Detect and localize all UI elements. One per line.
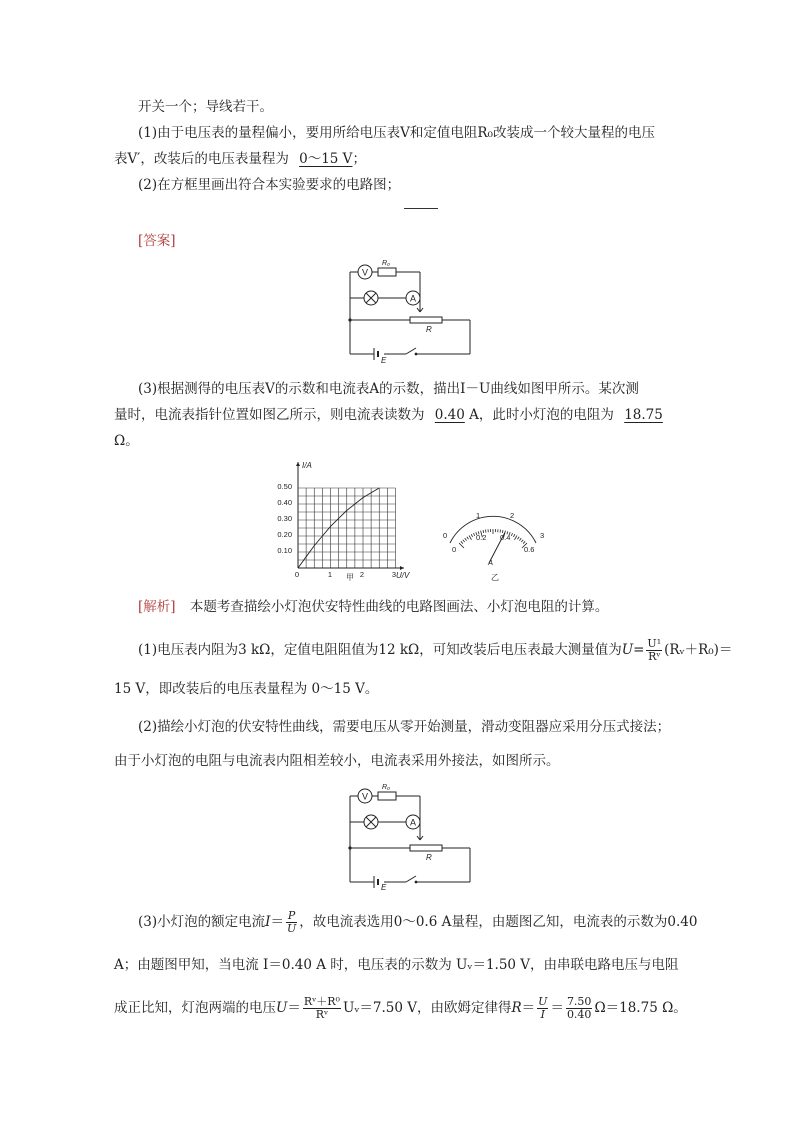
p3-frac4-den: 0.40 <box>566 1008 592 1021</box>
q1-line2-post: ； <box>352 151 366 167</box>
inner-scale-label: 0 <box>452 545 457 554</box>
circuit-diagram-answer <box>340 258 480 365</box>
p3-frac-num: P <box>287 909 296 922</box>
analysis-header <box>138 598 608 616</box>
graph-xlabel: U/V <box>396 571 410 580</box>
dial-tick <box>463 540 465 542</box>
answer-blank-line <box>404 208 438 209</box>
p3-eq: ＝ <box>270 914 284 930</box>
outer-scale-label: 1 <box>476 511 481 520</box>
q3-line2 <box>114 406 663 424</box>
dial-tick <box>469 535 472 539</box>
dial-tick <box>461 541 463 543</box>
q3-line2-pre: 量时，电流表指针位置如图乙所示，则电流表读数为 <box>114 407 425 423</box>
ammeter-label: A <box>409 293 417 304</box>
rheostat-label: R <box>426 325 432 334</box>
analysis-p1-line1 <box>138 638 732 663</box>
analysis-intro: 本题考查描绘小灯泡伏安特性曲线的电路图画法、小灯泡电阻的计算。 <box>189 599 609 615</box>
p3-eq4: ＝ <box>550 1000 564 1016</box>
q1-line2-pre: 表V′，改装后的电压表量程为 <box>114 151 289 167</box>
x-tick-label: 0 <box>294 570 300 579</box>
x-tick-label: 3 <box>391 570 397 579</box>
ammeter-label: A <box>409 817 417 828</box>
p3-eq3: ＝ <box>521 1000 536 1016</box>
y-tick-label: 0.50 <box>277 482 292 491</box>
p3-fraction3 <box>537 996 548 1021</box>
p3-frac4-num: 7.50 <box>566 995 592 1008</box>
dial-tick <box>511 533 512 536</box>
p3-frac3-den: I <box>540 1008 545 1021</box>
p1-frac-num: U¹ <box>647 637 662 650</box>
q3-resistance-answer: 18.75 <box>624 407 663 423</box>
outer-scale-label: 0 <box>443 531 448 540</box>
p1-frac-den: Rᵛ <box>648 650 661 663</box>
y-tick-label: 0.20 <box>277 530 292 539</box>
analysis-p3-line3 <box>114 996 687 1021</box>
q3-line3: Ω。 <box>114 433 139 449</box>
inner-scale-label: 0.6 <box>524 545 535 554</box>
voltmeter-label: V <box>361 791 369 802</box>
analysis-p1-line2: 15 V，即改装后的电压表量程为 0～15 V。 <box>114 681 379 697</box>
p3-fraction2 <box>303 996 341 1021</box>
p3-mid: Uᵥ＝7.50 V，由欧姆定律得 <box>342 1000 512 1016</box>
graph-caption: 甲 <box>346 573 354 582</box>
r0-label: R₀ <box>382 784 391 791</box>
analysis-p3-line2: A；由题图甲知，当电流 I＝0.40 A 时，电压表的示数为 Uᵥ＝1.50 V，由串联电路电压与电阻 <box>114 957 679 973</box>
circuit-diagram-analysis <box>340 782 480 890</box>
dial-tick <box>523 541 525 543</box>
battery-label: E <box>381 883 387 892</box>
dial-tick <box>515 535 518 539</box>
answer-tag: [答案] <box>138 233 176 249</box>
q1-answer: 0～15 V <box>299 151 353 167</box>
p1-eq: = <box>633 642 645 658</box>
q3-line2-mid: A，此时小灯泡的电阻为 <box>469 407 614 423</box>
p3-frac2-den: Rᵛ <box>315 1008 329 1021</box>
dial-tick <box>467 537 469 540</box>
p3-post: ，故电流表选用0～0.6 A量程，由题图乙知，电流表的示数为0.40 <box>299 914 698 930</box>
needle-mark: A <box>488 558 494 567</box>
iu-graph <box>268 458 418 580</box>
dial-tick <box>519 538 521 540</box>
q2-text: (2)在方框里画出符合本实验要求的电路图； <box>138 177 401 193</box>
p3-line3-pre: 成正比知，灯泡两端的电压 <box>114 1000 276 1016</box>
dial-tick <box>473 533 474 536</box>
outer-scale-label: 2 <box>510 511 515 520</box>
analysis-tag: [解析] <box>138 599 176 615</box>
dial-tick <box>459 543 464 548</box>
graph-ylabel: I/A <box>302 461 312 470</box>
y-tick-label: 0.30 <box>277 514 292 523</box>
q1-line1: (1)由于电压表的量程偏小，要用所给电压表V和定值电阻R₀改装成一个较大量程的电压 <box>138 125 655 141</box>
analysis-p3-line1 <box>138 910 697 935</box>
dial-tick <box>518 537 520 540</box>
x-tick-label: 2 <box>359 570 365 579</box>
p3-U: U <box>276 1000 288 1016</box>
p1-fraction <box>646 638 662 663</box>
p1-U: U <box>621 642 634 658</box>
p1-pre: (1)电压表内阻为3 kΩ，定值电阻阻值为12 kΩ，可知改装后电压表最大测量值为 <box>138 642 622 658</box>
inner-scale-label: 0.2 <box>476 533 487 542</box>
p3-fraction <box>286 910 297 935</box>
dial-tick <box>471 534 472 537</box>
x-tick-label: 1 <box>327 570 333 579</box>
p3-R: R <box>511 1000 522 1016</box>
p3-eq2: ＝ <box>287 1000 301 1016</box>
p3-frac2-num: Rᵛ＋R⁰ <box>303 995 340 1008</box>
p3-pre: (3)小灯泡的额定电流 <box>138 914 266 930</box>
r0-label: R₀ <box>382 260 391 267</box>
analysis-p2-line1: (2)描绘小灯泡的伏安特性曲线，需要电压从零开始测量，滑动变阻器应采用分压式接法； <box>138 719 671 735</box>
voltmeter-label: V <box>361 267 369 278</box>
dial-tick <box>513 534 514 537</box>
meter-caption: 乙 <box>491 573 499 582</box>
q3-current-answer: 0.40 <box>434 407 465 423</box>
intro-text: 开关一个；导线若干。 <box>138 99 273 115</box>
p3-fraction4 <box>566 996 593 1021</box>
p3-frac3-num: U <box>538 995 548 1008</box>
p3-I: I <box>265 914 271 930</box>
inner-scale-label: 0.4 <box>500 533 511 542</box>
battery-label: E <box>381 356 387 365</box>
rheostat-label: R <box>426 853 432 862</box>
dial-tick <box>465 538 467 540</box>
q1-line2 <box>114 150 366 168</box>
ammeter-dial <box>436 505 552 585</box>
q3-line1: (3)根据测得的电压表V的示数和电流表A的示数，描出I－U曲线如图甲所示。某次测 <box>138 381 639 397</box>
y-tick-label: 0.10 <box>277 546 292 555</box>
p1-post: (Rᵥ＋R₀)＝ <box>664 642 733 658</box>
analysis-p2-line2: 由于小灯泡的电阻与电流表内阻相差较小，电流表采用外接法，如图所示。 <box>114 753 560 769</box>
dial-tick <box>521 540 523 542</box>
y-tick-label: 0.40 <box>277 498 292 507</box>
p3-frac-den: U <box>286 922 297 935</box>
outer-scale-label: 3 <box>540 531 545 540</box>
p3-end: Ω＝18.75 Ω。 <box>594 1000 687 1016</box>
